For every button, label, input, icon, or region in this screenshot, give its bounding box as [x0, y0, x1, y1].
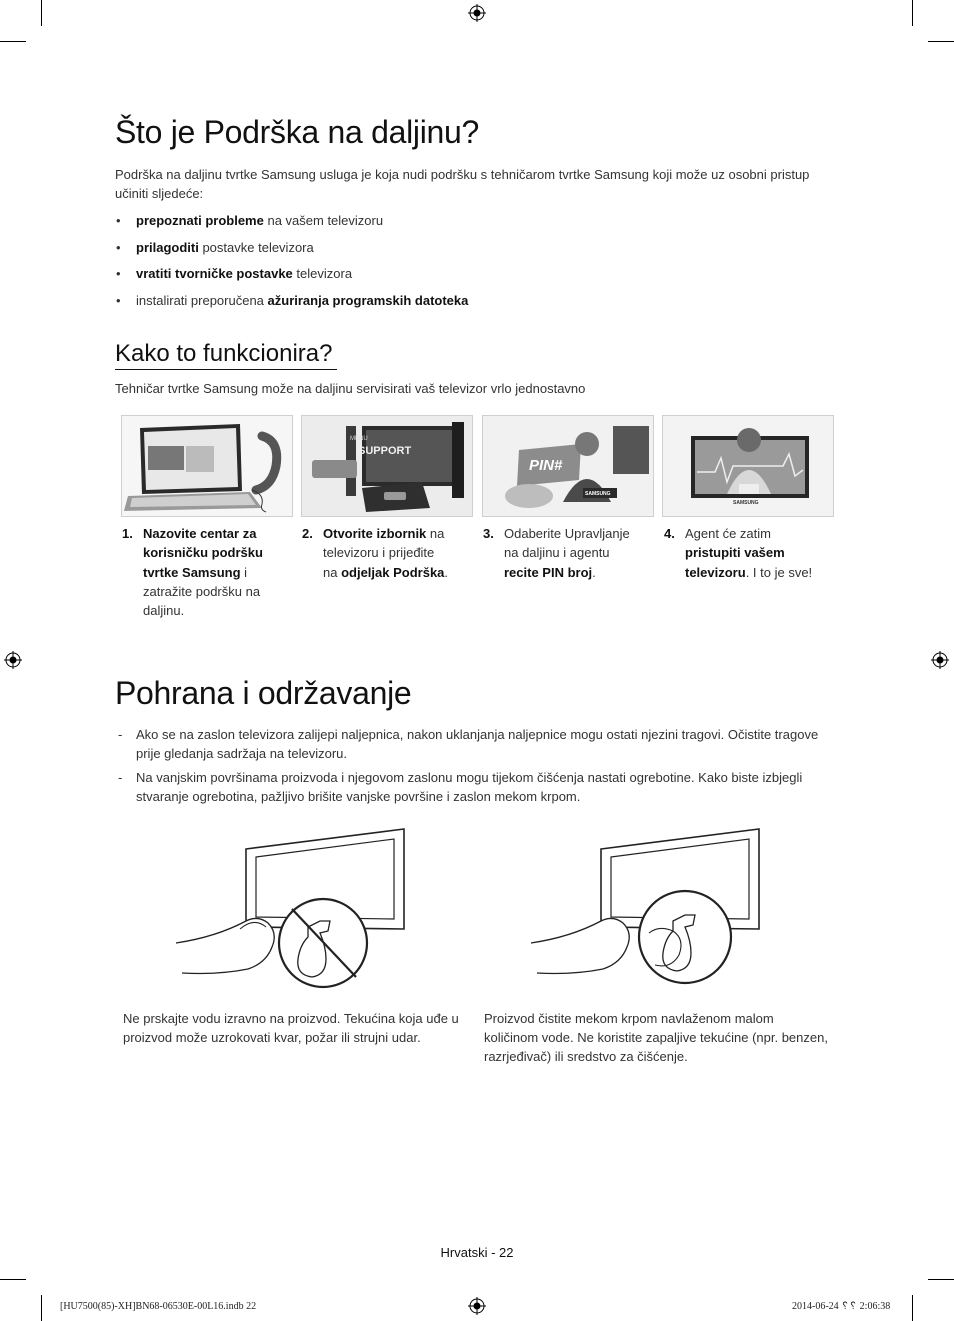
brand-label: SAMSUNG: [585, 491, 611, 497]
list-item: • vratiti tvorničke postavke televizora: [116, 266, 353, 281]
list-item: • prepoznati probleme na vašem televizoru: [116, 213, 384, 228]
no-spray-illustration: [170, 825, 415, 995]
step-text: Nazovite centar za korisničku podršku tvrtke Samsung i zatražite podršku na daljinu.: [143, 526, 263, 619]
step-image-pin: [482, 415, 654, 517]
feature-list: [116, 213, 816, 319]
brand-label: SAMSUNG: [733, 500, 759, 506]
print-slug-right: 2014-06-24 ␦␦ 2:06:38: [792, 1301, 891, 1312]
crop-mark: [928, 1279, 954, 1280]
section-heading: Kako to funkcionira?: [115, 340, 333, 367]
wipe-illustration: [525, 825, 770, 995]
step-image-agent-tv: [662, 415, 834, 517]
step-text: Agent će zatim pristupiti vašem televizoru. I to je sve!: [685, 526, 813, 580]
page-title: Što je Podrška na daljinu?: [115, 114, 479, 150]
print-slug-left: [HU7500(85)-XH]BN68-06530E-00L16.indb 22: [60, 1301, 257, 1312]
crop-mark: [41, 1295, 42, 1321]
step-3: 3. Odaberite Upravljanje na daljinu i agentu recite PIN broj.: [483, 524, 633, 582]
step-4: 4. Agent će zatim pristupiti vašem televizoru. I to je sve!: [664, 524, 814, 582]
caption-wipe: Proizvod čistite mekom krpom navlaženom malom količinom vode. Ne koristite zapaljive tekućine (npr. benzen, razrjeđivač) ili sredstvo za čišćenje.: [484, 1011, 828, 1064]
step-image-menu: [301, 415, 473, 517]
crop-mark: [912, 0, 913, 26]
list-item: - Ako se na zaslon televizora zalijepi naljepnica, nakon uklanjanja naljepnice mogu ostati njezini tragovi. Očistite tragove prije gledanja sadržaja na televizoru.: [118, 727, 819, 762]
registration-mark-icon: [468, 4, 486, 22]
step-image-call: [121, 415, 293, 517]
registration-mark-icon: [4, 651, 22, 669]
crop-mark: [928, 41, 954, 42]
crop-mark: [0, 41, 26, 42]
heading-underline: [115, 369, 337, 370]
registration-mark-icon: [468, 1297, 486, 1315]
list-item: - Na vanjskim površinama proizvoda i njegovom zaslonu mogu tijekom čišćenja nastati ogrebotine. Kako biste izbjegli stvaranje ogrebotina, pažljivo brišite vanjske površine i zaslon mekom krpom.: [118, 769, 803, 804]
step-text: Odaberite Upravljanje na daljinu i agentu recite PIN broj.: [504, 526, 630, 580]
step-2: 2. Otvorite izbornik na televizoru i prijeđite na odjeljak Podrška.: [302, 524, 452, 582]
crop-mark: [0, 1279, 26, 1280]
caption-no-spray: Ne prskajte vodu izravno na proizvod. Tekućina koja uđe u proizvod može uzrokovati kvar, požar ili strujni udar.: [123, 1011, 459, 1045]
menu-label: MENU: [350, 436, 368, 442]
step-text: Otvorite izbornik na televizoru i prijeđite na odjeljak Podrška.: [323, 526, 449, 580]
pin-label: PIN#: [529, 457, 563, 474]
list-item: • prilagoditi postavke televizora: [116, 239, 314, 255]
section-title: Pohrana i održavanje: [115, 675, 412, 711]
step-1: 1. Nazovite centar za korisničku podršku tvrtke Samsung i zatražite podršku na daljinu.: [122, 524, 272, 620]
support-label: SUPPORT: [358, 445, 412, 457]
crop-mark: [41, 0, 42, 26]
section-intro: Tehničar tvrtke Samsung može na daljinu servisirati vaš televizor vrlo jednostavno: [115, 381, 586, 396]
care-list: [116, 725, 826, 810]
list-item: • instalirati preporučena ažuriranja programskih datoteka: [116, 292, 469, 308]
page-number: Hrvatski - 22: [440, 1245, 514, 1260]
intro-paragraph: Podrška na daljinu tvrtke Samsung usluga je koja nudi podršku s tehničarom tvrtke Samsung koji može uz osobni pristup učiniti sljedeće:: [115, 167, 810, 201]
crop-mark: [912, 1295, 913, 1321]
registration-mark-icon: [931, 651, 949, 669]
